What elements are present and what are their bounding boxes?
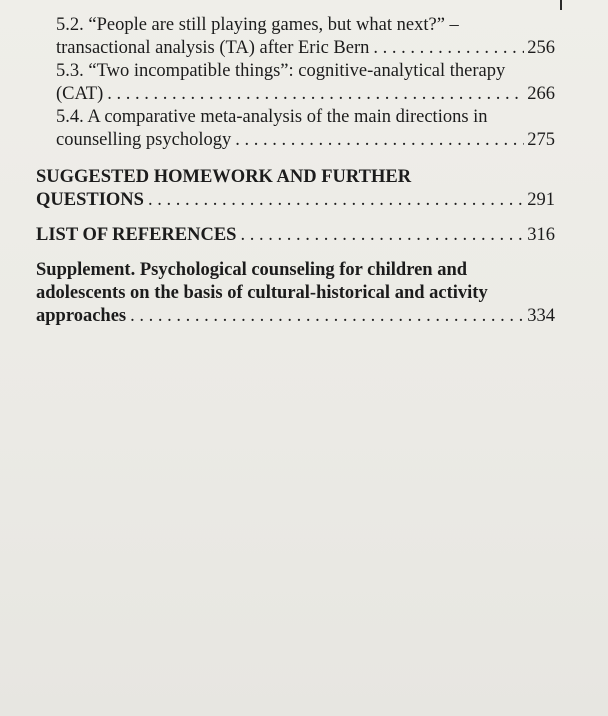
toc-page-number: 256 (527, 38, 555, 58)
toc-entry-title-line: 5.4. A comparative meta-analysis of the main directions in (56, 107, 488, 127)
dot-leader (235, 129, 524, 152)
toc-page-number: 291 (527, 190, 555, 210)
dot-leader (148, 189, 524, 212)
toc-entry-suggested-homework (36, 166, 555, 212)
toc-entry-title-line: LIST OF REFERENCES (36, 225, 237, 245)
toc-page-number: 316 (527, 225, 555, 245)
toc-entry-5-4 (36, 106, 555, 152)
toc-page-number: 334 (527, 306, 555, 326)
dot-leader (107, 83, 524, 106)
dot-leader (373, 37, 524, 60)
toc-entry-supplement (36, 259, 555, 328)
toc-entry-title-line: approaches (36, 306, 127, 326)
dot-leader (130, 305, 524, 328)
toc-entry-title-line: counselling psychology (56, 130, 232, 150)
toc-entry-title-line: 5.2. “People are still playing games, but what next?” – (56, 15, 459, 35)
toc-entry-title-line: (CAT) (56, 84, 104, 104)
toc-entry-5-2 (36, 14, 555, 60)
toc-entry-title-line: Supplement. Psychological counseling for children and (36, 260, 468, 280)
toc-entry-list-of-references (36, 224, 555, 247)
toc-page-number: 266 (527, 84, 555, 104)
toc-page-number: 275 (527, 130, 555, 150)
toc-entry-title-line: QUESTIONS (36, 190, 144, 210)
toc-entry-5-3 (36, 60, 555, 106)
page-edge-mark (560, 0, 562, 10)
table-of-contents (36, 14, 555, 328)
dot-leader (240, 224, 524, 247)
toc-entry-title-line: adolescents on the basis of cultural-historical and activity (36, 283, 488, 303)
toc-entry-title-line: SUGGESTED HOMEWORK AND FURTHER (36, 167, 412, 187)
toc-entry-title-line: transactional analysis (TA) after Eric Bern (56, 38, 370, 58)
toc-entry-title-line: 5.3. “Two incompatible things”: cognitive-analytical therapy (56, 61, 506, 81)
